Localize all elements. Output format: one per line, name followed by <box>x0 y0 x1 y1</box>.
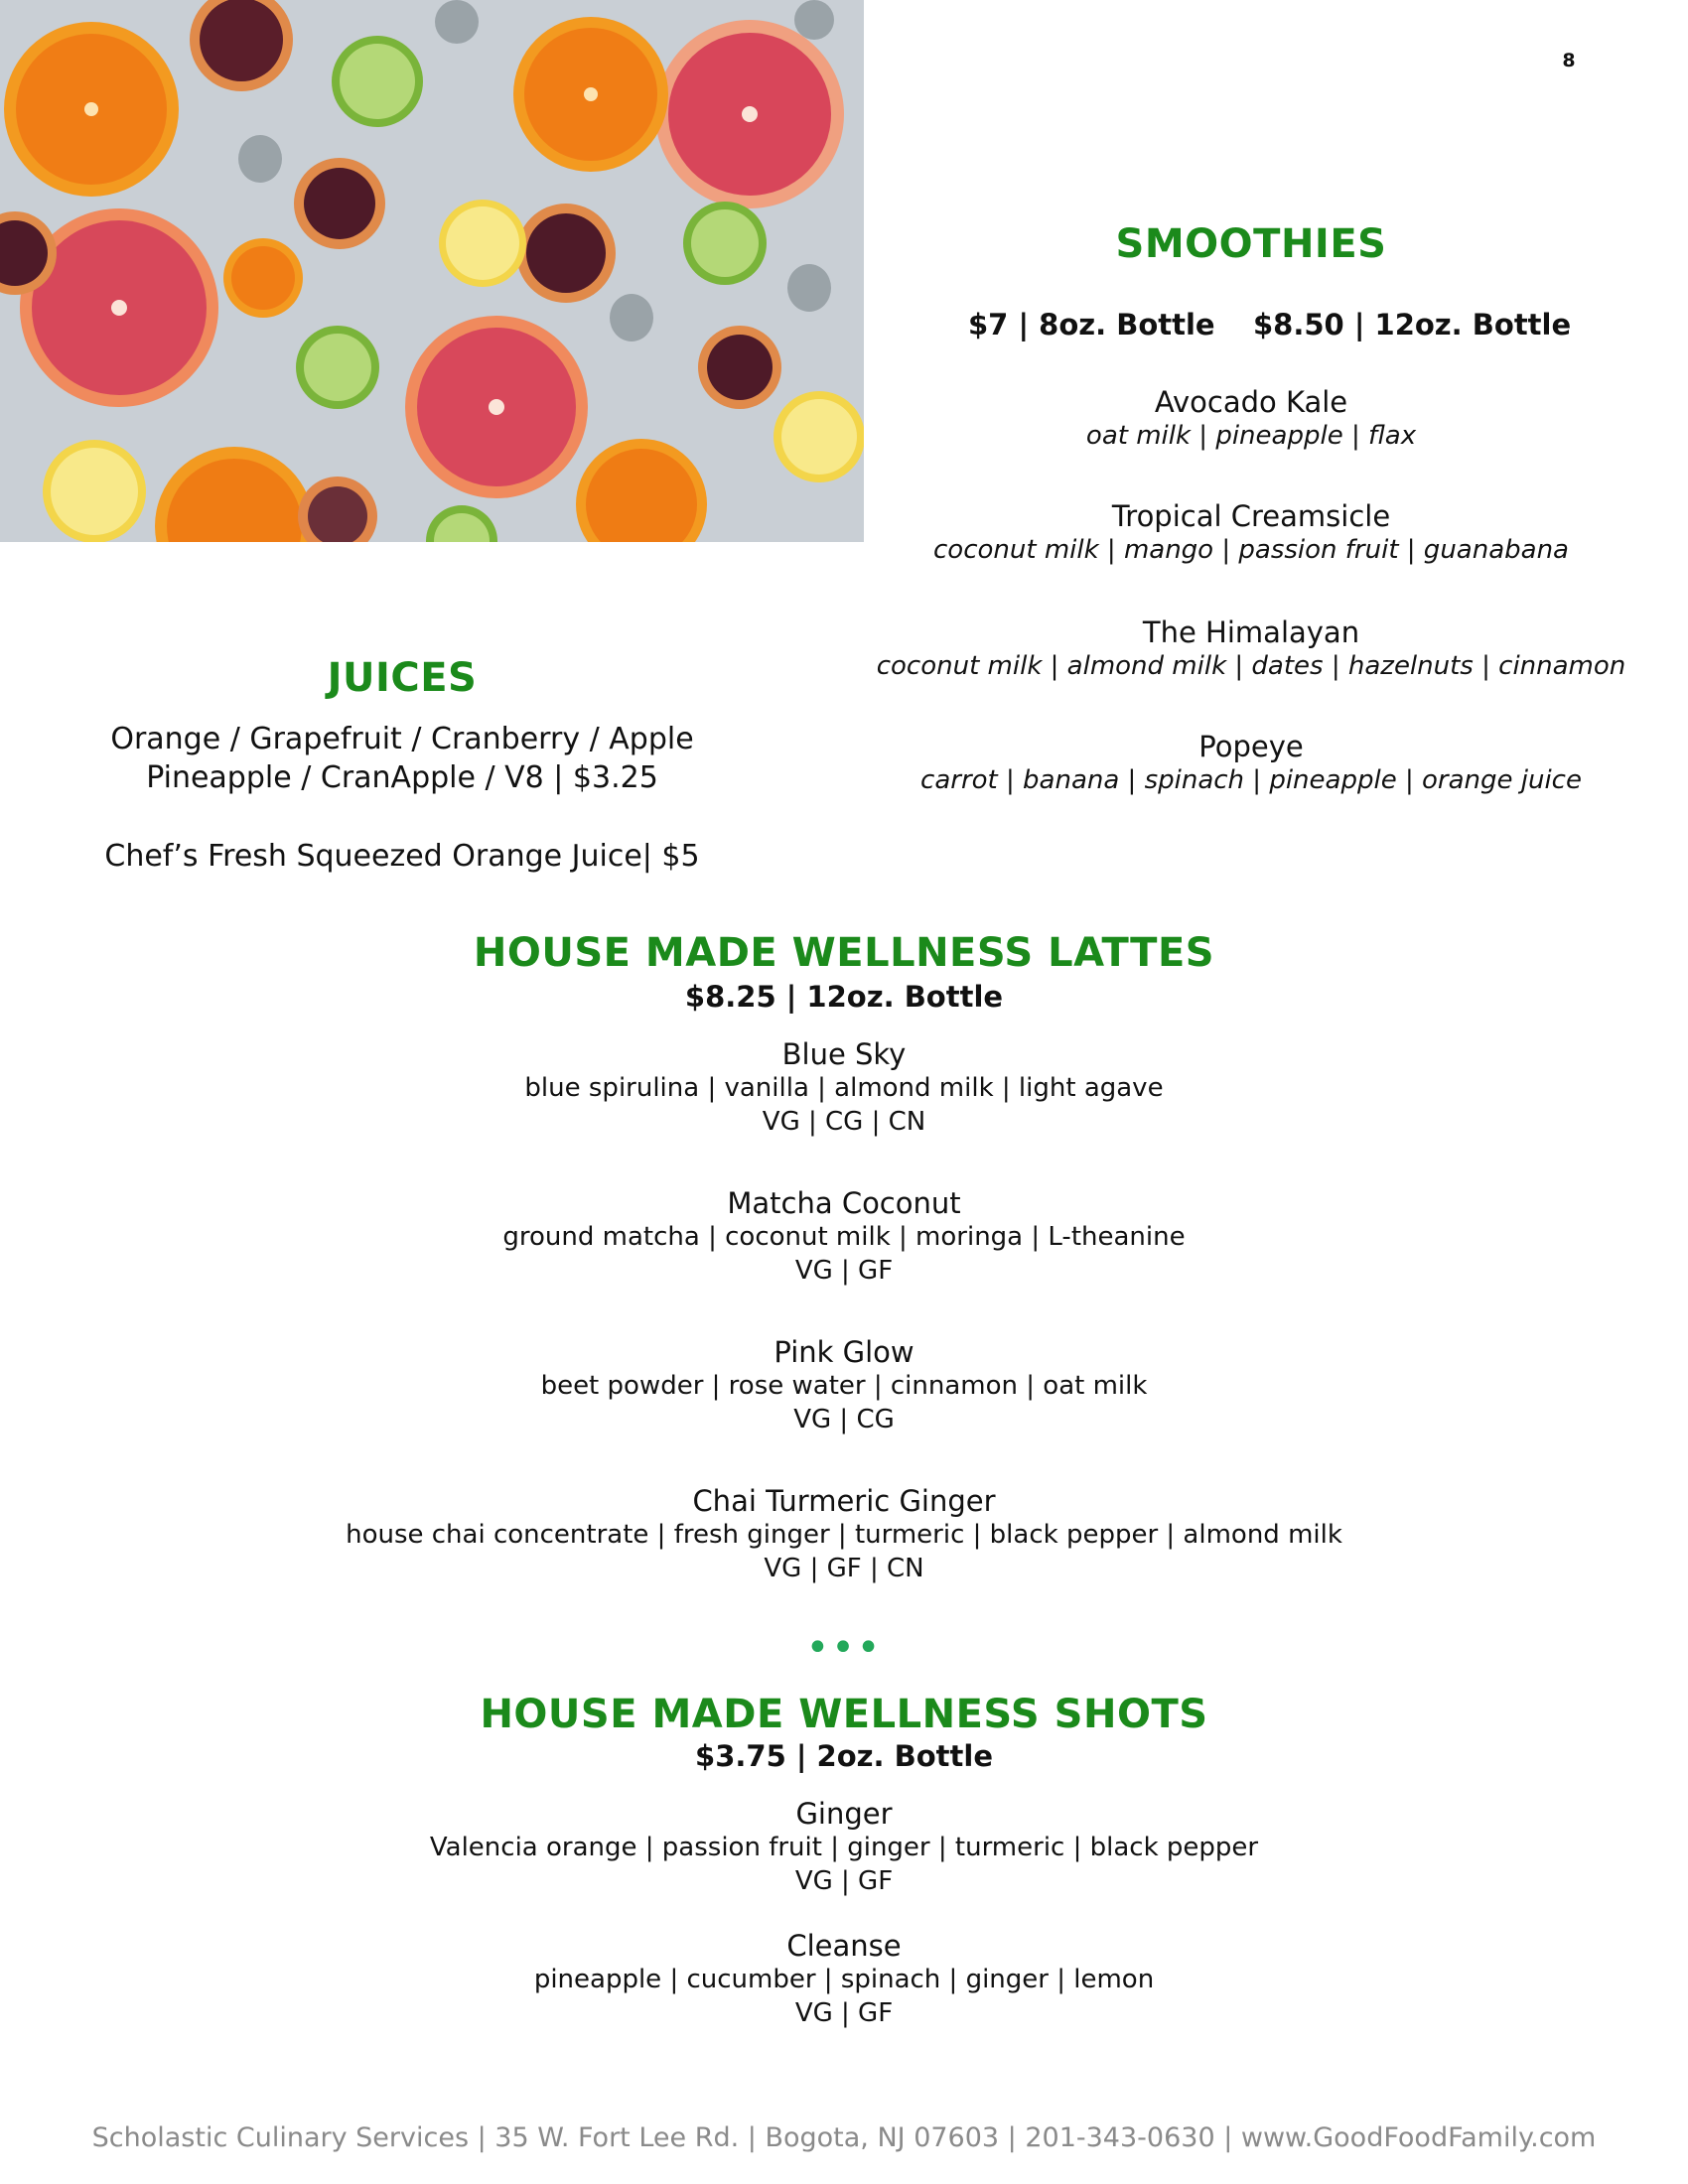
shot-name: Ginger <box>795 1797 893 1831</box>
latte-tags: VG | CG | CN <box>762 1107 926 1137</box>
latte-item <box>0 1037 1688 1137</box>
shots-title: HOUSE MADE WELLNESS SHOTS <box>480 1692 1208 1737</box>
juices-fresh-squeezed: Chef’s Fresh Squeezed Orange Juice| $5 <box>104 839 700 874</box>
smoothie-item <box>834 615 1668 681</box>
shot-ingredients: Valencia orange | passion fruit | ginger | turmeric | black pepper <box>429 1833 1259 1862</box>
smoothie-name: Tropical Creamsicle <box>1111 499 1391 533</box>
latte-ingredients: ground matcha | coconut milk | moringa | L-theanine <box>502 1222 1186 1252</box>
latte-name: Chai Turmeric Ginger <box>692 1484 996 1518</box>
shot-item <box>0 1797 1688 1896</box>
smoothie-ingredients: carrot | banana | spinach | pineapple | orange juice <box>920 765 1582 795</box>
shots-price: $3.75 | 2oz. Bottle <box>695 1739 993 1773</box>
latte-ingredients: beet powder | rose water | cinnamon | oat milk <box>540 1371 1148 1401</box>
smoothies-price-small: $7 | 8oz. Bottle <box>968 308 1215 341</box>
smoothies-price-large: $8.50 | 12oz. Bottle <box>1253 308 1572 341</box>
shot-item <box>0 1929 1688 2028</box>
citrus-illustration <box>0 0 864 542</box>
smoothie-item <box>834 385 1668 451</box>
smoothie-item <box>834 499 1668 565</box>
latte-ingredients: house chai concentrate | fresh ginger | turmeric | black pepper | almond milk <box>346 1520 1342 1550</box>
juices-title: JUICES <box>327 655 478 701</box>
smoothie-item <box>834 730 1668 795</box>
latte-ingredients: blue spirulina | vanilla | almond milk | light agave <box>524 1073 1164 1103</box>
smoothie-name: Popeye <box>1198 730 1304 763</box>
shot-name: Cleanse <box>786 1929 902 1963</box>
latte-name: Matcha Coconut <box>727 1186 961 1220</box>
lattes-title: HOUSE MADE WELLNESS LATTES <box>473 930 1215 976</box>
shot-tags: VG | GF <box>794 1866 894 1896</box>
shot-tags: VG | GF <box>794 1998 894 2028</box>
footer-contact: Scholastic Culinary Services | 35 W. Fort Lee Rd. | Bogota, NJ 07603 | 201-343-0630 | www.GoodFoodFamily.com <box>91 2122 1597 2153</box>
smoothie-ingredients: oat milk | pineapple | flax <box>1085 421 1417 451</box>
smoothie-name: Avocado Kale <box>1154 385 1348 419</box>
latte-tags: VG | GF <box>794 1256 894 1286</box>
smoothie-ingredients: coconut milk | almond milk | dates | hazelnuts | cinnamon <box>876 651 1626 681</box>
latte-tags: VG | CG <box>793 1405 895 1434</box>
section-divider-dots: ••• <box>805 1625 883 1671</box>
latte-name: Pink Glow <box>774 1335 914 1369</box>
juices-line-1: Orange / Grapefruit / Cranberry / Apple <box>110 722 694 756</box>
latte-name: Blue Sky <box>781 1037 907 1071</box>
latte-item <box>0 1186 1688 1286</box>
latte-item <box>0 1335 1688 1434</box>
lattes-price: $8.25 | 12oz. Bottle <box>684 980 1004 1014</box>
citrus-slices-image <box>0 0 864 542</box>
smoothies-title: SMOOTHIES <box>1115 221 1387 267</box>
juices-line-2: Pineapple / CranApple / V8 | $3.25 <box>146 760 658 795</box>
latte-item <box>0 1484 1688 1583</box>
page-number: 8 <box>1562 50 1576 71</box>
latte-tags: VG | GF | CN <box>764 1554 924 1583</box>
shot-ingredients: pineapple | cucumber | spinach | ginger | lemon <box>533 1965 1155 1994</box>
smoothie-ingredients: coconut milk | mango | passion fruit | guanabana <box>933 535 1569 565</box>
smoothie-name: The Himalayan <box>1142 615 1360 649</box>
